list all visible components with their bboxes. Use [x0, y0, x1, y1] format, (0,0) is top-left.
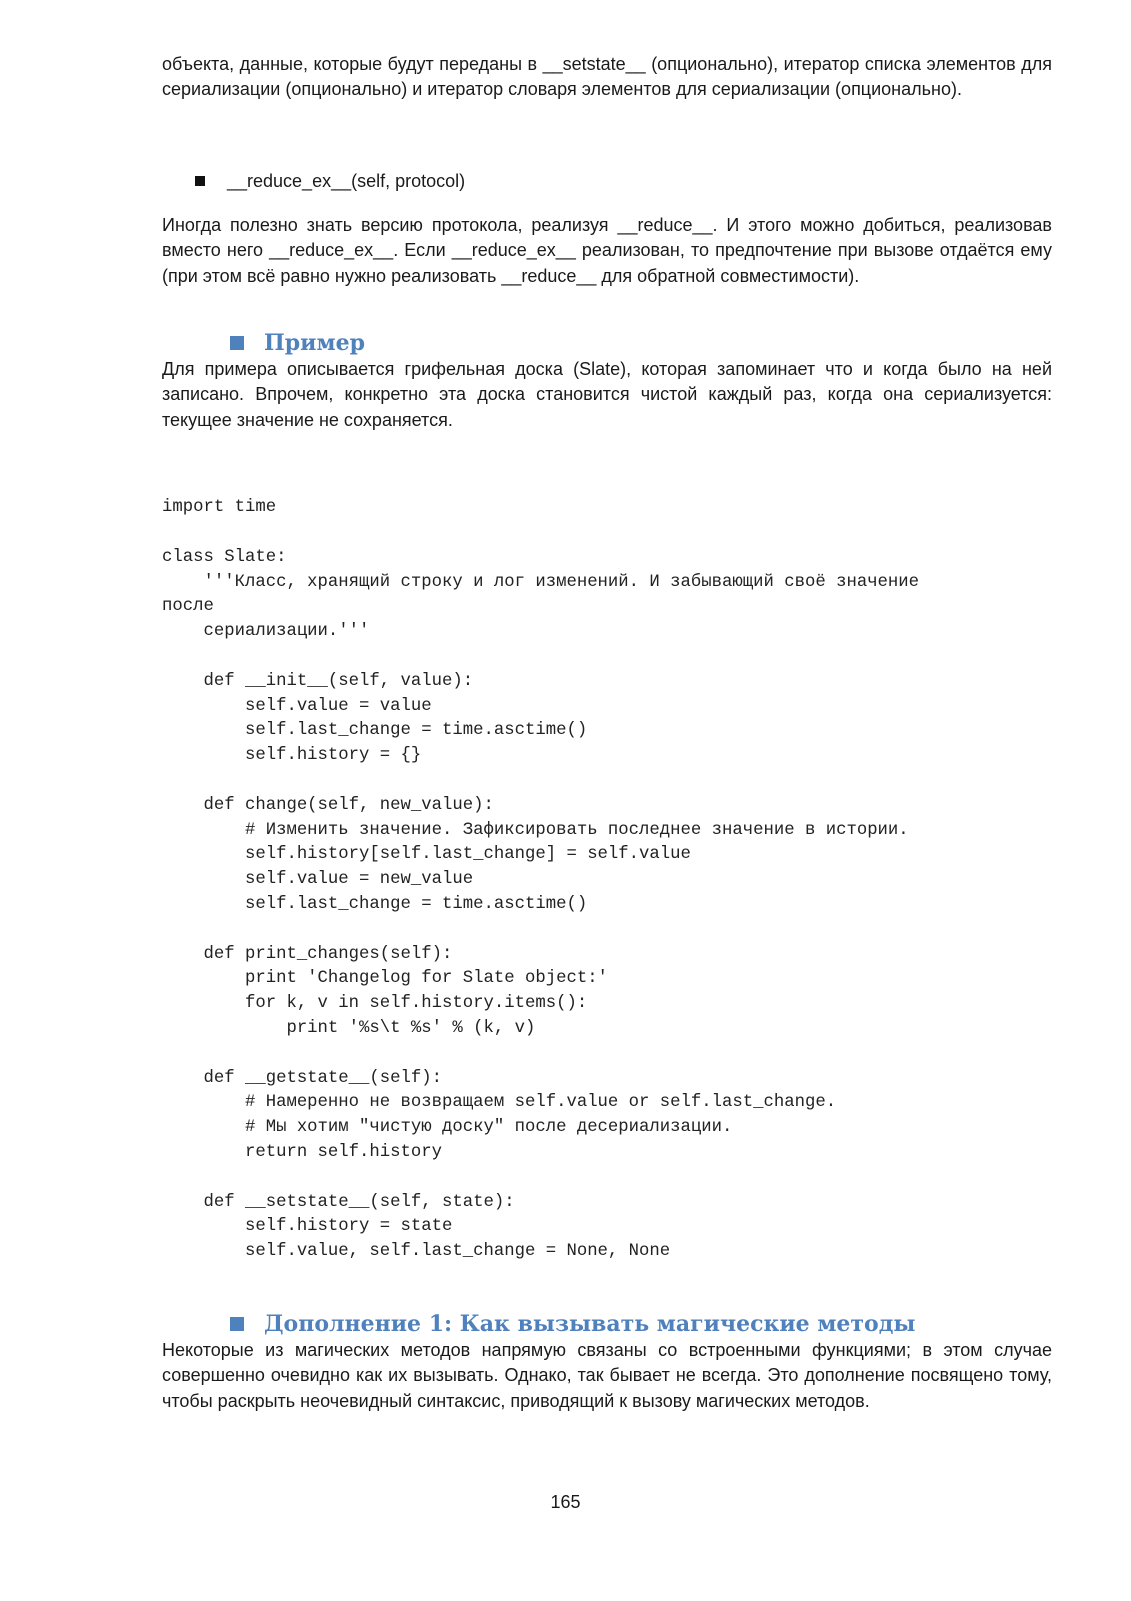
- section-heading-example: [230, 329, 1052, 357]
- heading-text: Дополнение 1: Как вызывать магические методы: [264, 1310, 916, 1337]
- appendix-paragraph: Некоторые из магических методов напрямую связаны со встроенными функциями; в этом случае совершенно очевидно как их вызывать. Однако, так бывает не всегда. Это дополнение посвящено тому, чтобы раскрыть неочевидный синтаксис, приводящий к вызову магических методов.: [162, 1339, 1052, 1411]
- page-number: 165: [550, 1492, 581, 1512]
- intro-paragraph: объекта, данные, которые будут переданы в __setstate__ (опционально), итератор списка элементов для сериализации (опционально) и итератор словаря элементов для сериализации (опционально).: [162, 54, 1052, 100]
- heading-text: Пример: [264, 330, 365, 357]
- reduce-ex-paragraph: Иногда полезно знать версию протокола, реализуя __reduce__. И этого можно добиться, реализовав вместо него __reduce_ex__. Если __reduce_ex__ реализован, то предпочтение при вызове отдаётся ему (при этом всё равно нужно реализовать __reduce__ для обратной совместимости).: [162, 214, 1052, 286]
- page-content: [162, 52, 1052, 1414]
- heading-square-icon: [230, 336, 244, 350]
- bullet-item-reduce-ex: [195, 169, 1052, 194]
- bullet-square-icon: [195, 176, 205, 186]
- code-block: import time class Slate: '''Класс, хранящий строку и лог изменений. И забывающий своё значение после сериализации.''' def __init__(self, value): self.value = value self.last_change = time.asctime() self.history = {} def change(self, new_value): # Изменить значение. Зафиксировать последнее значение в истории. self.history[self.last_change] = self.value self.value = new_value self.last_change = time.asctime() def print_changes(self): print 'Changelog for Slate object:' for k, v in self.history.items(): print '%s\t %s' % (k, v) def __getstate__(self): # Намеренно не возвращаем self.value or self.last_change. # Мы хотим "чистую доску" после десериализации. return self.history def __setstate__(self, state): self.history = state self.value, self.last_change = None, None: [162, 498, 920, 1262]
- section-heading-appendix: [230, 1310, 1052, 1338]
- bullet-text: __reduce_ex__(self, protocol): [227, 170, 466, 191]
- example-paragraph: Для примера описывается грифельная доска (Slate), которая запоминает что и когда было на ней записано. Впрочем, конкретно эта доска становится чистой каждый раз, когда она сериализуется: текущее значение не сохраняется.: [162, 359, 1052, 430]
- heading-square-icon: [230, 1317, 244, 1331]
